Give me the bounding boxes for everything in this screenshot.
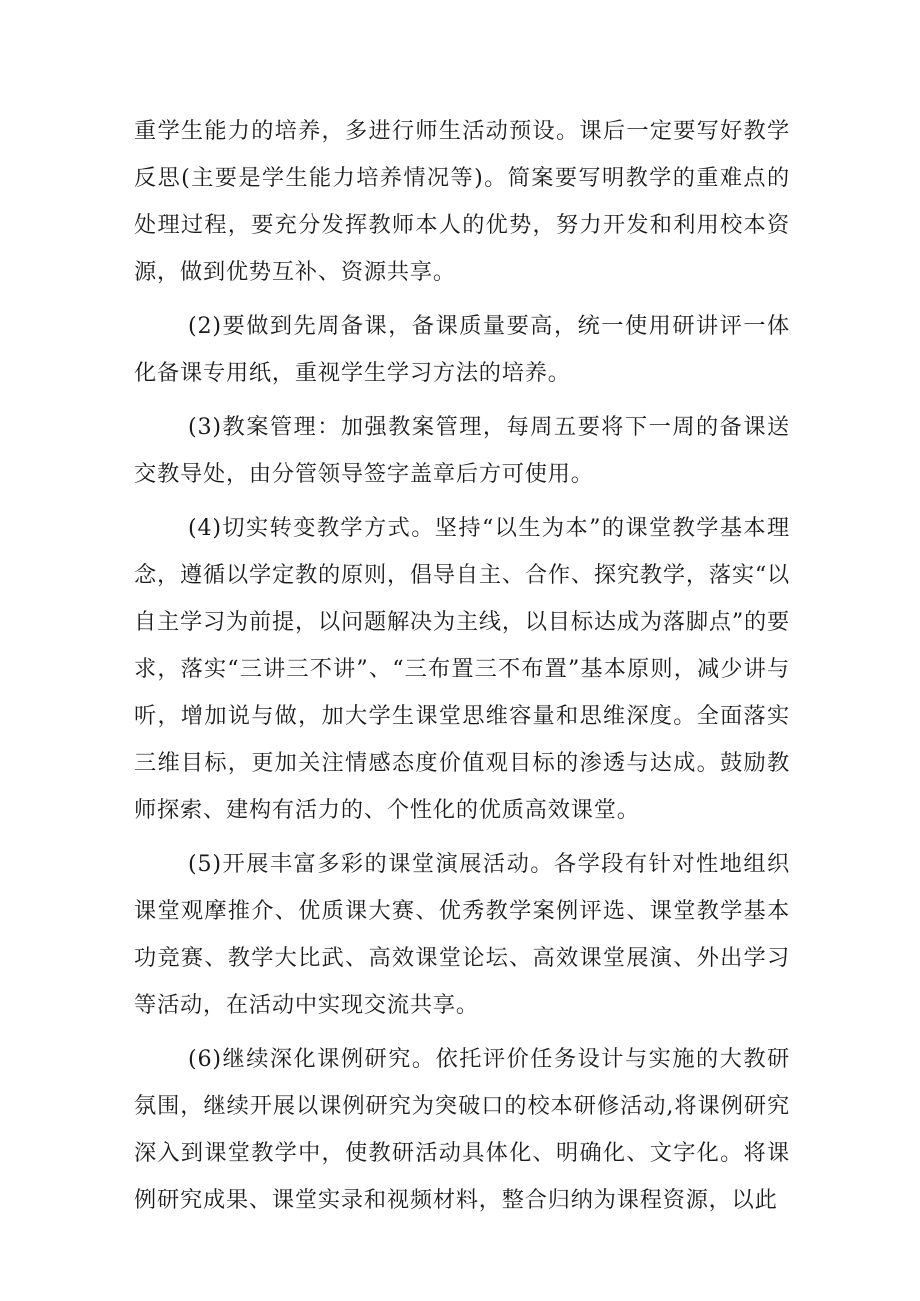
document-body xyxy=(134,108,790,1224)
paragraph-item-2: (2)要做到先周备课，备课质量要高，统一使用研讲评一体化备课专用纸，重视学生学习方法的培养。 xyxy=(134,313,790,386)
paragraph-continued: 重学生能力的培养，多进行师生活动预设。课后一定要写好教学反思(主要是学生能力培养情况等)。简案要写明教学的重难点的处理过程，要充分发挥教师本人的优势，努力开发和利用校本资源，做到优势互补、资源共享。 xyxy=(134,118,790,285)
paragraph-item-5: (5)开展丰富多彩的课堂演展活动。各学段有针对性地组织课堂观摩推介、优质课大赛、优秀教学案例评选、课堂教学基本功竞赛、教学大比武、高效课堂论坛、高效课堂展演、外出学习等活动，在活动中实现交流共享。 xyxy=(134,851,790,1018)
paragraph-item-3: (3)教案管理：加强教案管理，每周五要将下一周的备课送交教导处，由分管领导签字盖章后方可使用。 xyxy=(134,414,790,487)
paragraph-item-6: (6)继续深化课例研究。依托评价任务设计与实施的大教研氛围，继续开展以课例研究为突破口的校本研修活动,将课例研究深入到课堂教学中，使教研活动具体化、明确化、文字化。将课例研究成果、课堂实录和视频材料，整合归纳为课程资源，以此 xyxy=(134,1046,790,1213)
paragraph-item-4: (4)切实转变教学方式。坚持“以生为本”的课堂教学基本理念，遵循以学定教的原则，倡导自主、合作、探究教学，落实“以自主学习为前提，以问题解决为主线，以目标达成为落脚点”的要求，落实“三讲三不讲”、“三布置三不布置”基本原则，减少讲与听，增加说与做，加大学生课堂思维容量和思维深度。全面落实三维目标，更加关注情感态度价值观目标的渗透与达成。鼓励教师探索、建构有活力的、个性化的优质高效课堂。 xyxy=(134,515,790,823)
